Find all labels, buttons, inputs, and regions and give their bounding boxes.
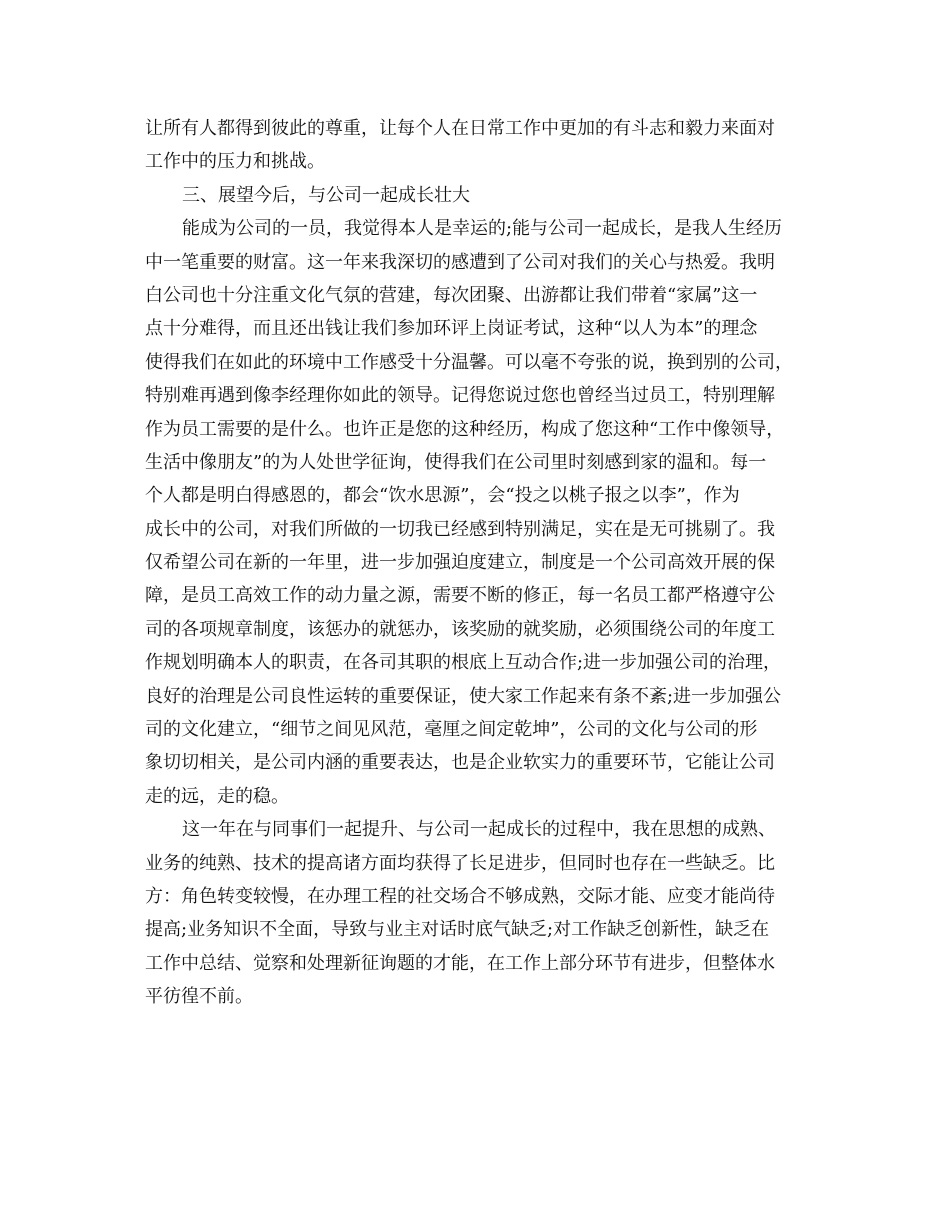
text-line: 让所有人都得到彼此的尊重，让每个人在日常工作中更加的有斗志和毅力来面对 bbox=[145, 118, 775, 139]
text-line: 业务的纯熟、技术的提高诸方面均获得了长足进步，但同时也存在一些缺乏。比 bbox=[145, 852, 775, 874]
text-line: 良好的治理是公司良性运转的重要保证，使大家工作起来有条不紊;进一步加强公 bbox=[145, 685, 782, 707]
text-line: 这一年在与同事们一起提升、与公司一起成长的过程中，我在思想的成熟、 bbox=[182, 819, 776, 841]
text-line: 生活中像朋友”的为人处世学征询，使得我们在公司里时刻感到家的温和。每一 bbox=[145, 451, 767, 473]
text-line: 白公司也十分注重文化气氛的营建，每次团聚、出游都让我们带着“家属”这一 bbox=[145, 284, 758, 306]
text-line: 成长中的公司，对我们所做的一切我已经感到特别满足，实在是无可挑剔了。我 bbox=[145, 518, 775, 540]
text-line: 方：角色转变较慢，在办理工程的社交场合不够成熟，交际才能、应变才能尚待 bbox=[145, 885, 775, 907]
text-line: 点十分难得，而且还出钱让我们参加环评上岗证考试，这种“以人为本”的理念 bbox=[145, 318, 758, 340]
text-line: 障，是员工高效工作的动力量之源，需要不断的修正，每一名员工都严格遵守公 bbox=[145, 585, 775, 607]
document-body bbox=[145, 112, 810, 1015]
text-line: 象切切相关，是公司内涵的重要表达，也是企业软实力的重要环节，它能让公司 bbox=[145, 752, 775, 774]
text-line: 中一笔重要的财富。这一年来我深切的感遭到了公司对我们的关心与热爱。我明 bbox=[145, 251, 775, 273]
text-line: 个人都是明白得感恩的，都会“饮水思源”，会“投之以桃子报之以李”，作为 bbox=[145, 485, 740, 507]
text-line: 走的远，走的稳。 bbox=[145, 785, 289, 807]
text-line: 能成为公司的一员，我觉得本人是幸运的;能与公司一起成长，是我人生经历 bbox=[182, 218, 783, 240]
text-line: 特别难再遇到像李经理你如此的领导。记得您说过您也曾经当过员工，特别理解 bbox=[145, 385, 775, 407]
text-line: 作规划明确本人的职责，在各司其职的根底上互动合作;进一步加强公司的治理， bbox=[145, 652, 782, 674]
text-line: 仅希望公司在新的一年里，进一步加强迫度建立，制度是一个公司高效开展的保 bbox=[145, 552, 775, 574]
text-line: 作为员工需要的是什么。也许正是您的这种经历，构成了您这种“工作中像领导， bbox=[145, 418, 785, 440]
text-line: 使得我们在如此的环境中工作感受十分温馨。可以毫不夸张的说，换到别的公司， bbox=[145, 351, 793, 373]
text-line: 司的文化建立，“细节之间见风范，毫厘之间定乾坤”，公司的文化与公司的形 bbox=[145, 719, 758, 741]
text-line: 平彷徨不前。 bbox=[145, 986, 253, 1008]
text-line: 工作中总结、觉察和处理新征询题的才能，在工作上部分环节有进步，但整体水 bbox=[145, 952, 775, 974]
text-line: 三、展望今后，与公司一起成长壮大 bbox=[182, 184, 470, 206]
text-line: 提高;业务知识不全面，导致与业主对话时底气缺乏;对工作缺乏创新性，缺乏在 bbox=[145, 919, 770, 941]
text-line: 工作中的压力和挑战。 bbox=[145, 151, 325, 173]
text-line: 司的各项规章制度，该惩办的就惩办，该奖励的就奖励，必须围绕公司的年度工 bbox=[145, 618, 775, 640]
